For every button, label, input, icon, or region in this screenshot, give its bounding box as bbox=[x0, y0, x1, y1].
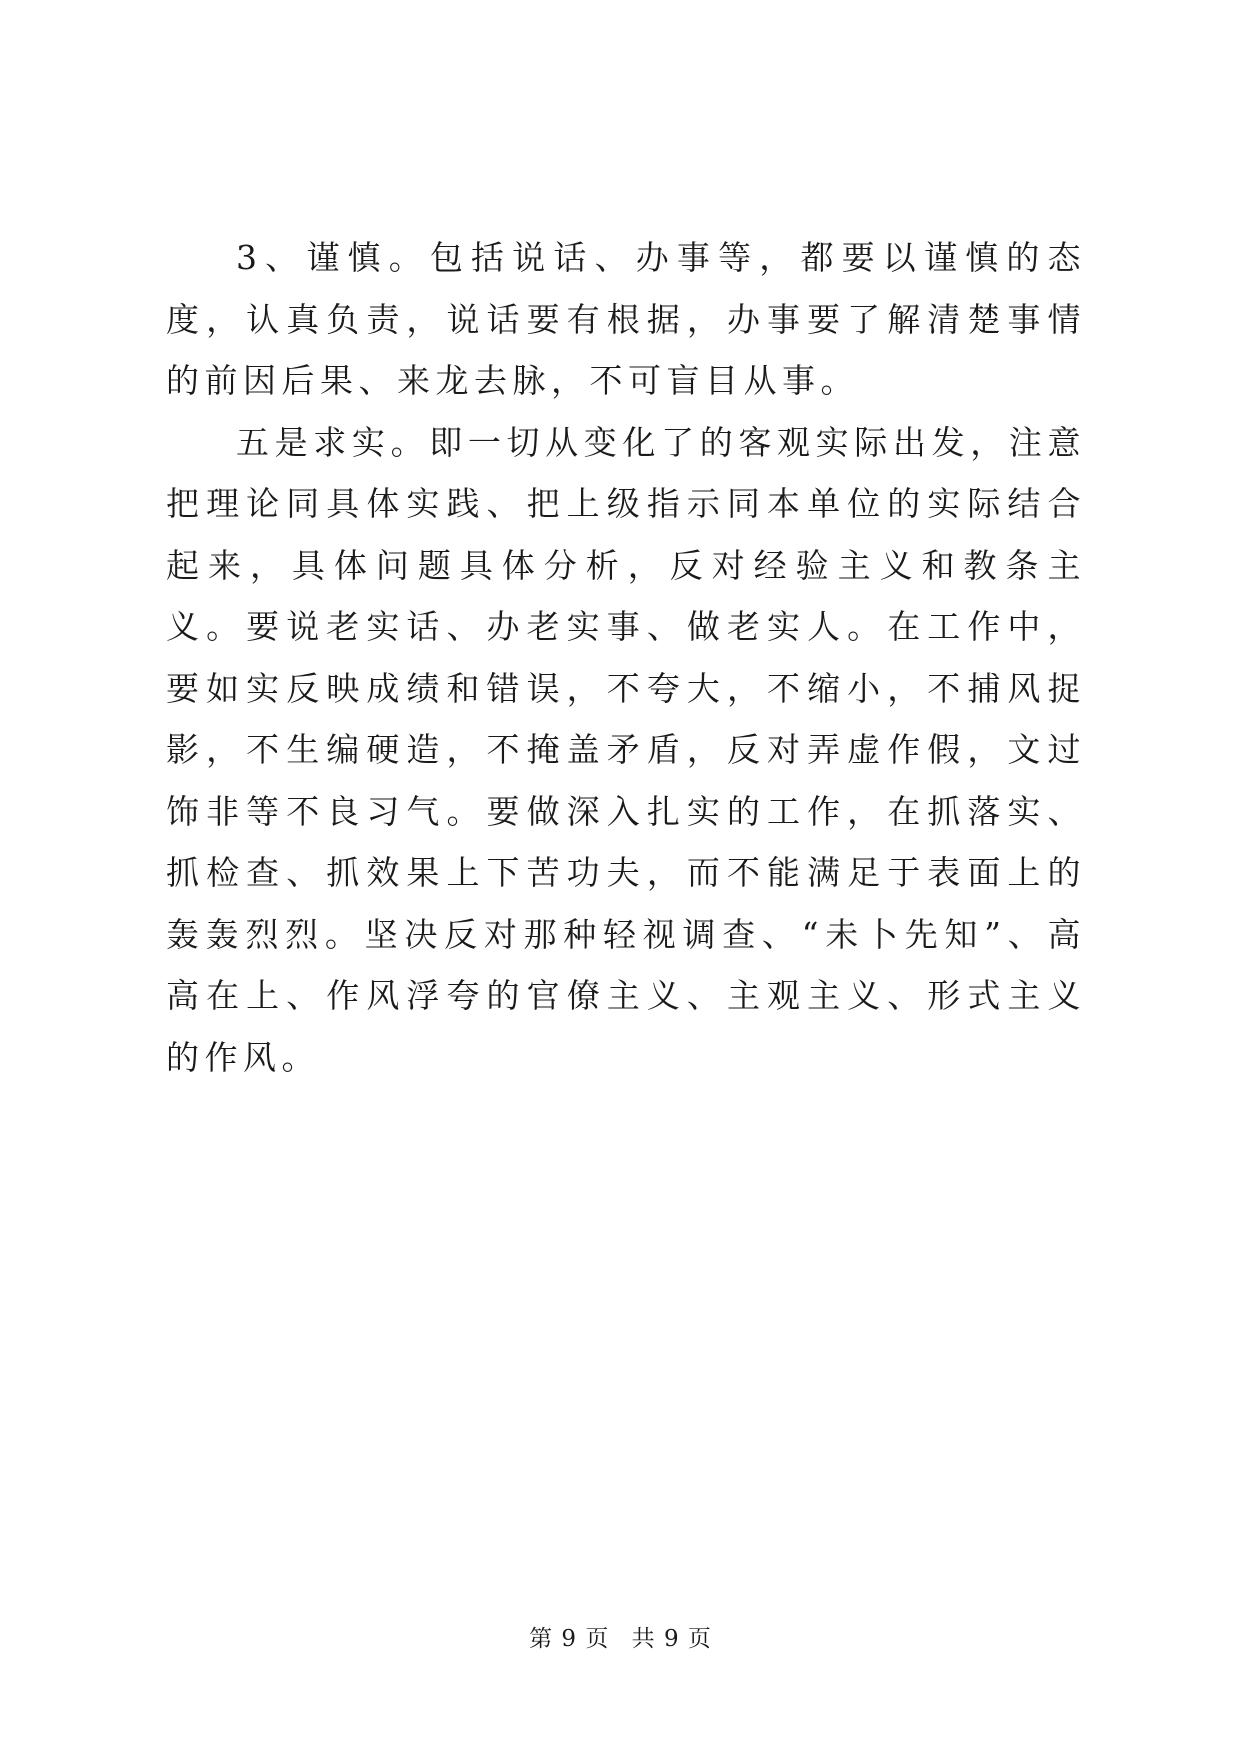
page-number-total: 共 9 页 bbox=[631, 1626, 712, 1652]
paragraph-caution: 3、谨慎。包括说话、办事等，都要以谨慎的态度，认真负责，说话要有根据，办事要了解清楚事情的前因后果、来龙去脉，不可盲目从事。 bbox=[166, 238, 1086, 400]
page-footer bbox=[0, 1620, 1241, 1653]
document-body bbox=[166, 227, 1086, 1088]
paragraph-seek-truth: 五是求实。即一切从变化了的客观实际出发，注意把理论同具体实践、把上级指示同本单位的实际结合起来，具体问题具体分析，反对经验主义和教条主义。要说老实话、办老实事、做老实人。在工作中，要如实反映成绩和错误，不夸大，不缩小，不捕风捉影，不生编硬造，不掩盖矛盾，反对弄虚作假，文过饰非等不良习气。要做深入扎实的工作，在抓落实、抓检查、抓效果上下苦功夫，而不能满足于表面上的轰轰烈烈。坚决反对那种轻视调查、“未卜先知”、高高在上、作风浮夸的官僚主义、主观主义、形式主义的作风。 bbox=[166, 422, 1086, 1077]
page-number-current: 第 9 页 bbox=[529, 1626, 610, 1652]
